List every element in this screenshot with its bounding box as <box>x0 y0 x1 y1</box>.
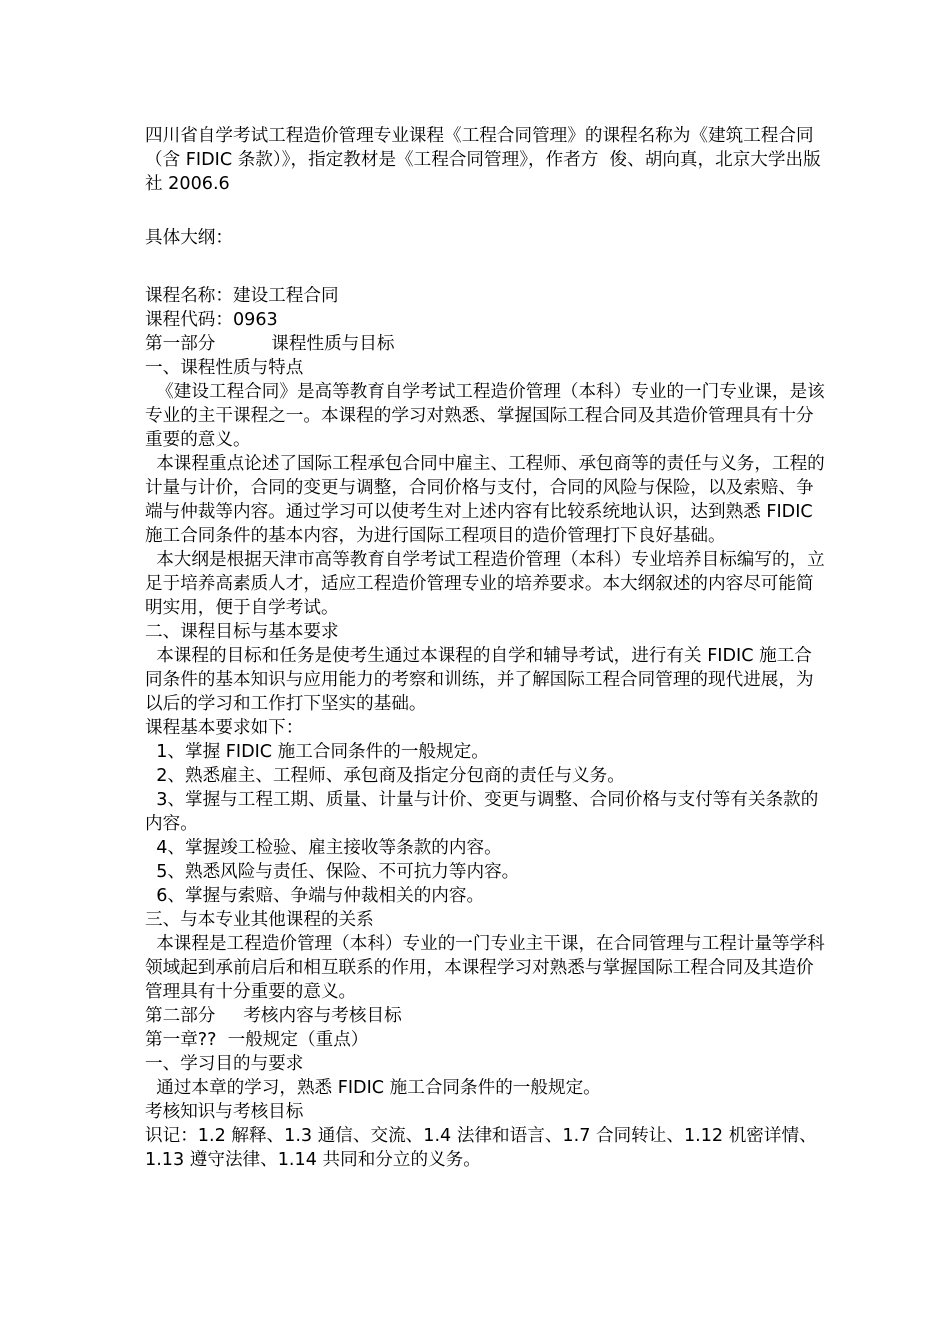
assessment-recall: 识记：1.2 解释、1.3 通信、交流、1.4 法律和语言、1.7 合同转让、1.12 机密详情、1.13 遵守法律、1.14 共同和分立的义务。 <box>145 1126 817 1170</box>
requirement-item: 5、熟悉风险与责任、保险、不可抗力等内容。 <box>145 862 520 882</box>
spacer <box>145 250 825 284</box>
section-one-title: 一、课程性质与特点 <box>145 358 304 378</box>
requirement-item: 4、掌握竣工检验、雇主接收等条款的内容。 <box>145 838 502 858</box>
document-page <box>145 124 825 1172</box>
intro-paragraph: 四川省自学考试工程造价管理专业课程《工程合同管理》的课程名称为《建筑工程合同（含 FIDIC 条款）》，指定教材是《工程合同管理》，作者方 俊、胡向真，北京大学出版社 2006.6 <box>145 126 821 194</box>
section-two-title: 二、课程目标与基本要求 <box>145 622 339 642</box>
requirements-title: 课程基本要求如下： <box>145 718 304 738</box>
section-three-title: 三、与本专业其他课程的关系 <box>145 910 374 930</box>
requirement-item: 1、掌握 FIDIC 施工合同条件的一般规定。 <box>145 742 489 762</box>
assessment-title: 考核知识与考核目标 <box>145 1102 304 1122</box>
course-code: 课程代码：0963 <box>145 310 278 330</box>
section-one-paragraph-3: 本大纲是根据天津市高等教育自学考试工程造价管理（本科）专业培养目标编写的，立足于培养高素质人才，适应工程造价管理专业的培养要求。本大纲叙述的内容尽可能简明实用，便于自学考试。 <box>145 550 825 618</box>
section-two-paragraph-1: 本课程的目标和任务是使考生通过本课程的自学和辅导考试，进行有关 FIDIC 施工合同条件的基本知识与应用能力的考察和训练，并了解国际工程合同管理的现代进展，为以后的学习和工作打下坚实的基础。 <box>145 646 814 714</box>
spacer <box>145 196 825 226</box>
section-three-paragraph-1: 本课程是工程造价管理（本科）专业的一门专业主干课，在合同管理与工程计量等学科领域起到承前启后和相互联系的作用，本课程学习对熟悉与掌握国际工程合同及其造价管理具有十分重要的意义。 <box>145 934 825 1002</box>
outline-label: 具体大纲： <box>145 228 233 248</box>
requirement-item: 2、熟悉雇主、工程师、承包商及指定分包商的责任与义务。 <box>145 766 625 786</box>
chapter-one-section-paragraph: 通过本章的学习，熟悉 FIDIC 施工合同条件的一般规定。 <box>145 1078 601 1098</box>
requirement-item: 3、掌握与工程工期、质量、计量与计价、变更与调整、合同价格与支付等有关条款的内容。 <box>145 790 819 834</box>
course-name: 课程名称：建设工程合同 <box>145 286 339 306</box>
part-two-title: 第二部分 考核内容与考核目标 <box>145 1006 402 1026</box>
section-one-paragraph-2: 本课程重点论述了国际工程承包合同中雇主、工程师、承包商等的责任与义务，工程的计量与计价，合同的变更与调整，合同价格与支付，合同的风险与保险，以及索赔、争端与仲裁等内容。通过学习可以使考生对上述内容有比较系统地认识，达到熟悉 FIDIC 施工合同条件的基本内容，为进行国际工程项目的造价管理打下良好基础。 <box>145 454 825 546</box>
section-one-paragraph-1: 《建设工程合同》是高等教育自学考试工程造价管理（本科）专业的一门专业课，是该专业的主干课程之一。本课程的学习对熟悉、掌握国际工程合同及其造价管理具有十分重要的意义。 <box>145 382 825 450</box>
chapter-one-title: 第一章?? 一般规定（重点） <box>145 1030 369 1050</box>
chapter-one-section-title: 一、学习目的与要求 <box>145 1054 304 1074</box>
part-one-title: 第一部分 课程性质与目标 <box>145 334 395 354</box>
requirement-item: 6、掌握与索赔、争端与仲裁相关的内容。 <box>145 886 485 906</box>
